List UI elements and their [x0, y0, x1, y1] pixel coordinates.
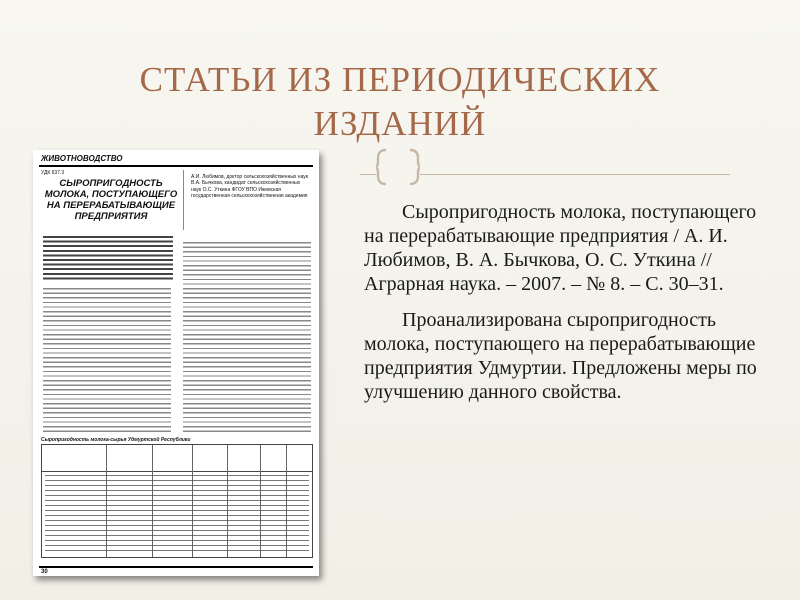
- scan-section-rule: [39, 165, 313, 167]
- slide-title: СТАТЬИ ИЗ ПЕРИОДИЧЕСКИХ ИЗДАНИЙ: [139, 60, 661, 143]
- scan-abstract-text: [43, 236, 173, 282]
- scan-title-divider: [183, 170, 184, 230]
- scan-section-heading: ЖИВОТНОВОДСТВО: [41, 154, 123, 163]
- scan-udk: УДК 637.3: [41, 170, 65, 176]
- scan-article-title: СЫРОПРИГОДНОСТЬ МОЛОКА, ПОСТУПАЮЩЕГО НА ПЕРЕРАБАТЫВАЮЩИЕ ПРЕДПРИЯТИЯ: [44, 178, 178, 222]
- bracket-ornament-icon: [376, 146, 420, 188]
- summary-paragraph: Проанализирована сыропригодность молока, поступающего на перерабатывающие предприятия Удмуртии. Предложены меры по улучшению данного свойства.: [364, 309, 757, 403]
- title-divider-right: [420, 174, 730, 175]
- citation-paragraph: Сыропригодность молока, поступающего на перерабатывающие предприятия / А. И. Любимов, В. А. Бычкова, О. С. Уткина // Аграрная наука. – 2007. – № 8. – С. 30–31.: [364, 201, 757, 295]
- slide-body: [364, 200, 759, 404]
- scan-table-header: [42, 445, 312, 472]
- scan-table-caption: Сыропригодность молока-сырья Удмуртской Республики: [41, 437, 191, 443]
- scan-text-column-right: [183, 242, 311, 432]
- scan-data-table: [41, 444, 313, 558]
- scan-text-column-left: [43, 288, 171, 432]
- scan-authors: А.И. Любимов, доктор сельскохозяйственных наук В.А. Бычкова, кандидат сельскохозяйственных наук О.С. Уткина ФГОУ ВПО Ижевская государственная сельскохозяйственная академия: [191, 174, 308, 200]
- scan-page-number: 30: [41, 569, 48, 575]
- title-divider-left: [360, 174, 376, 175]
- scan-table-rows: [45, 475, 309, 553]
- article-scan-image: [33, 150, 319, 576]
- scan-footer-rule: [39, 566, 313, 568]
